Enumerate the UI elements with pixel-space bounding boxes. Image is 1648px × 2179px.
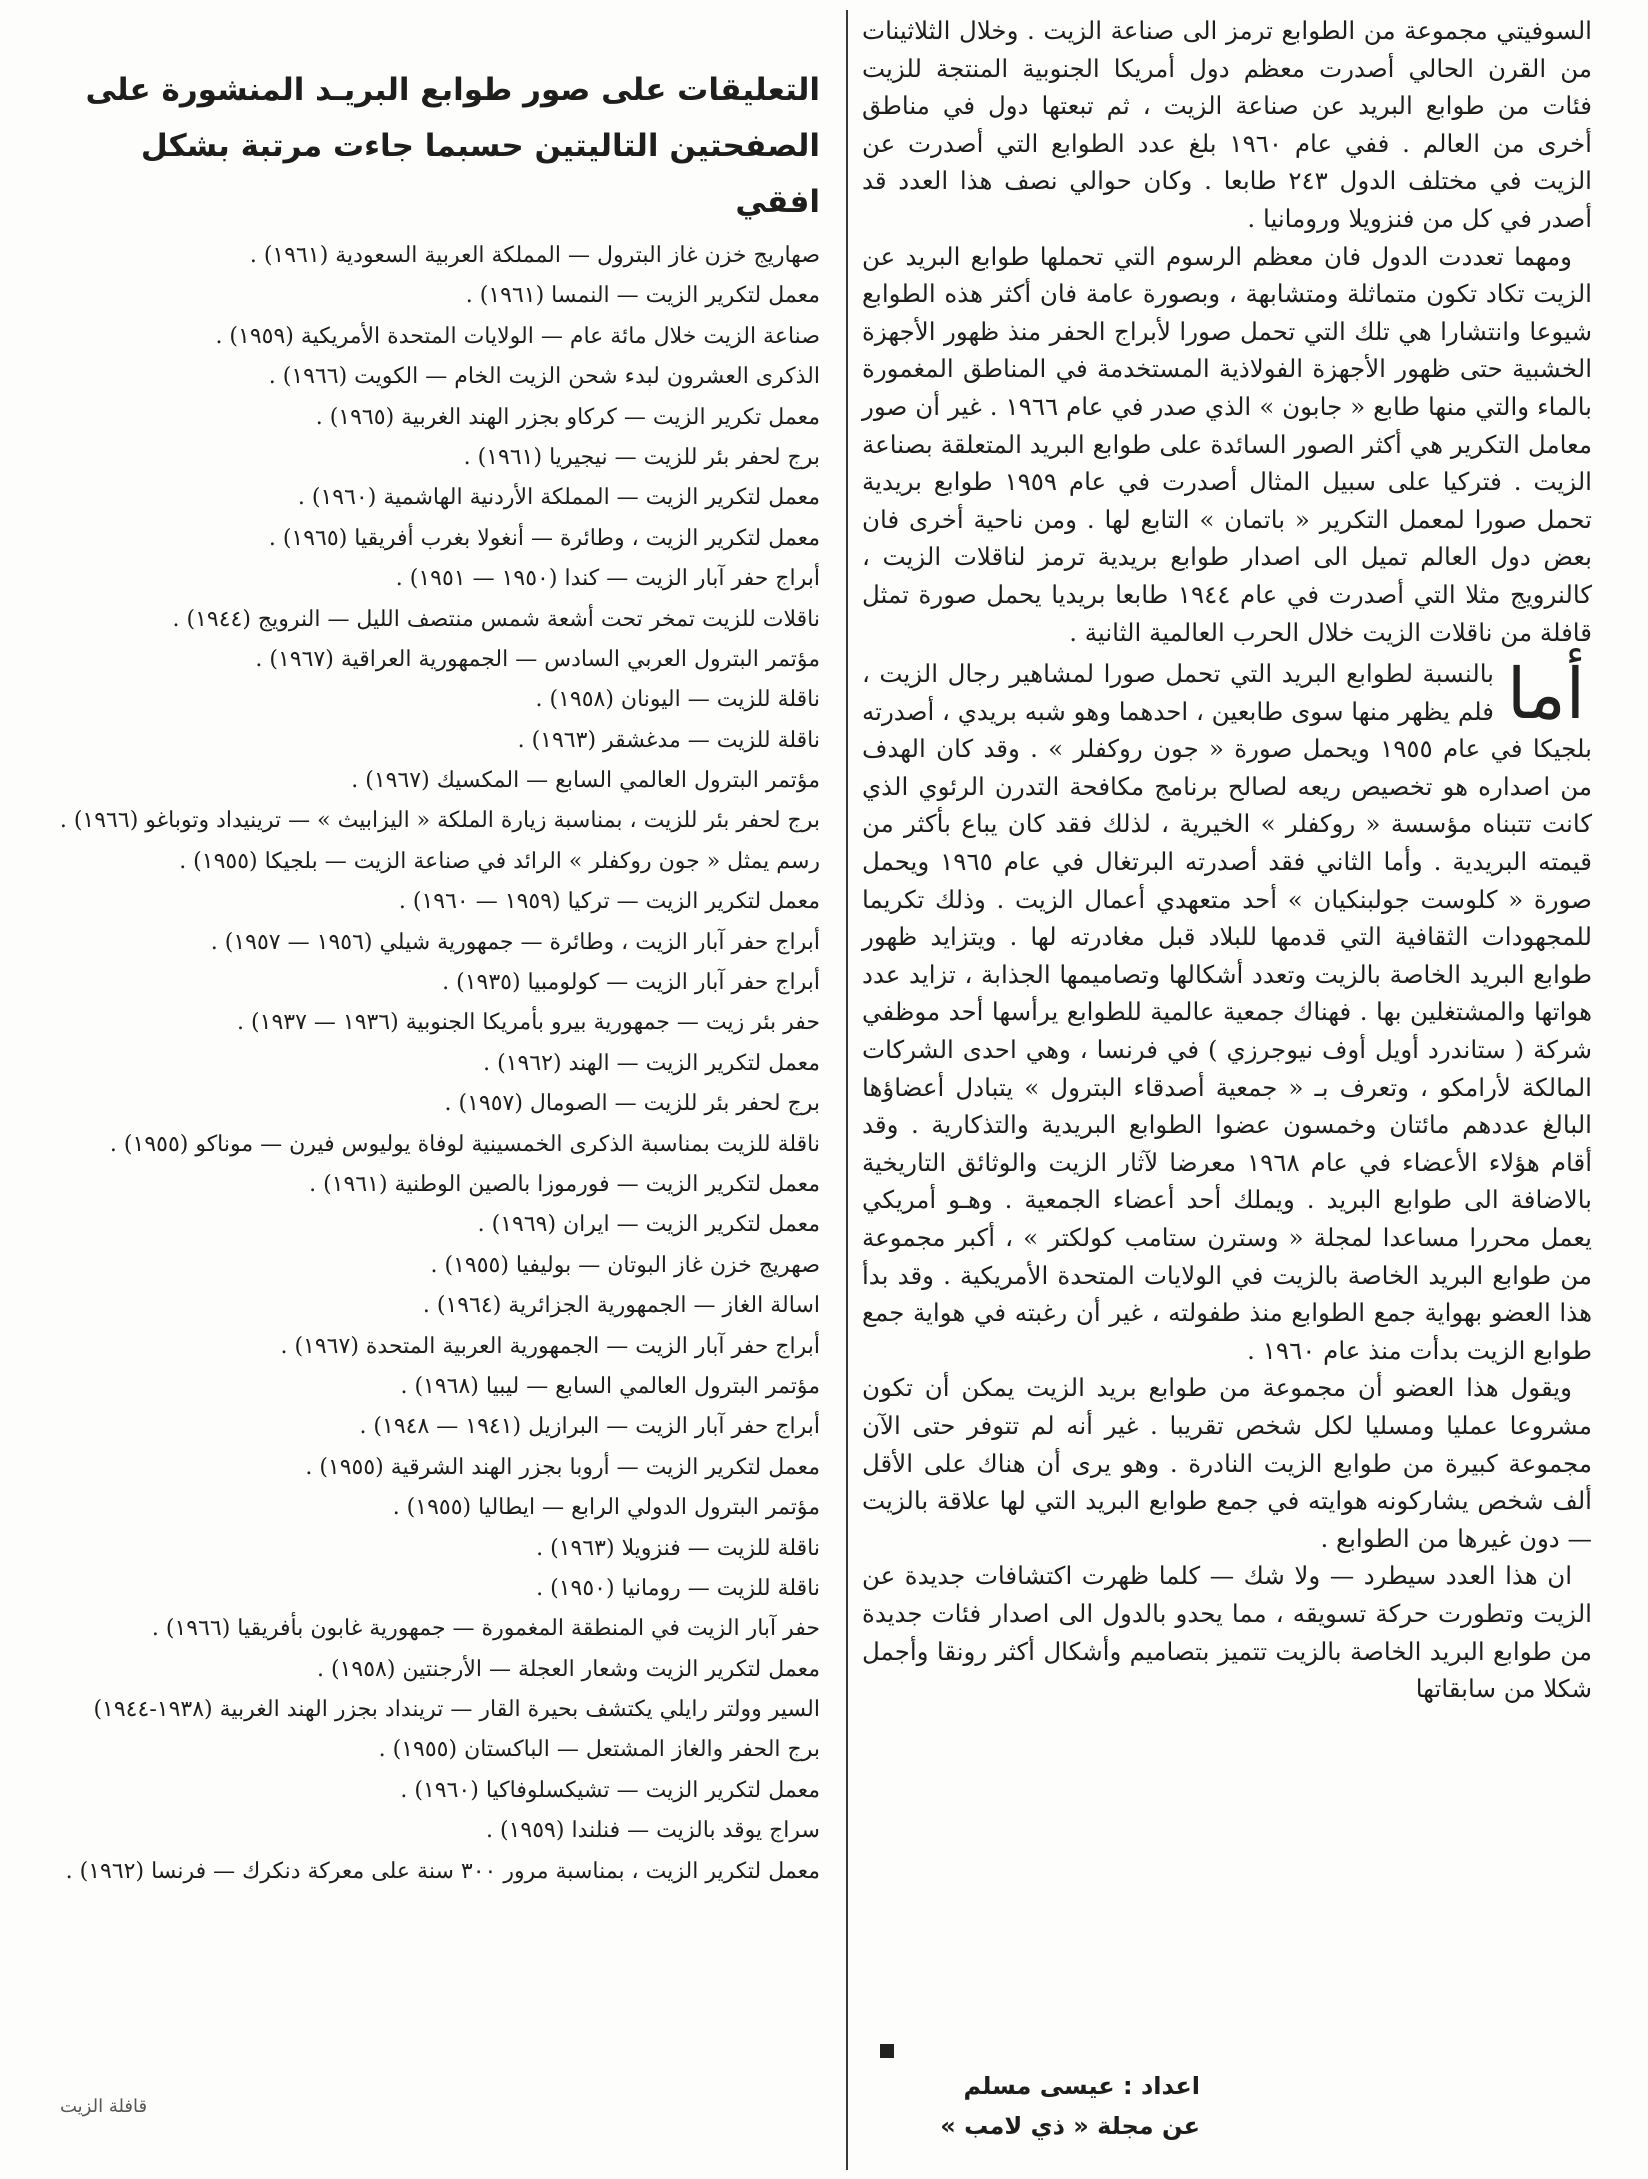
page-footer-label: قافلة الزيت — [60, 2096, 148, 2117]
caption-item: صناعة الزيت خلال مائة عام — الولايات المتحدة الأمريكية (١٩٥٩) . — [215, 323, 820, 349]
caption-item: معمل لتكرير الزيت — الهند (١٩٦٢) . — [483, 1050, 820, 1076]
captions-heading-line: الصفحتين التاليتين حسبما جاءت مرتبة بشكل افقي — [140, 128, 820, 220]
caption-item: ناقلات للزيت تمخر تحت أشعة شمس منتصف الليل — النرويج (١٩٤٤) . — [172, 606, 820, 632]
caption-item: حفر آبار الزيت في المنطقة المغمورة — جمهورية غابون بأفريقيا (١٩٦٦) . — [151, 1616, 820, 1642]
caption-item: رسم يمثل « جون روكفلر » الرائد في صناعة الزيت — بلجيكا (١٩٥٥) . — [179, 848, 820, 874]
caption-item: معمل لتكرير الزيت وشعار العجلة — الأرجنتين (١٩٥٨) . — [317, 1656, 820, 1682]
caption-item: حفر بئر زيت — جمهورية بيرو بأمريكا الجنوبية (١٩٣٦ — ١٩٣٧) . — [237, 1010, 820, 1036]
caption-item: ناقلة للزيت — رومانيا (١٩٥٠) . — [536, 1575, 820, 1601]
captions-heading-line: التعليقات على صور طوابع البريـد المنشورة على — [85, 72, 820, 108]
caption-item: معمل لتكرير الزيت — أروبا بجزر الهند الشرقية (١٩٥٥) . — [305, 1454, 820, 1480]
caption-list — [60, 236, 820, 1892]
caption-item: صهريج خزن غاز البوتان — بوليفيا (١٩٥٥) . — [430, 1252, 820, 1278]
caption-item: معمل لتكرير الزيت — تشيكسلوفاكيا (١٩٦٠) . — [400, 1777, 820, 1803]
end-of-article-mark — [880, 2044, 894, 2058]
caption-item: مؤتمر البترول العربي السادس — الجمهورية العراقية (١٩٦٧) . — [255, 646, 820, 672]
caption-item: سراج يوقد بالزيت — فنلندا (١٩٥٩) . — [486, 1818, 820, 1844]
caption-item: معمل لتكرير الزيت ، بمناسبة مرور ٣٠٠ سنة على معركة دنكرك — فرنسا (١٩٦٢) . — [65, 1858, 820, 1884]
caption-item: مؤتمر البترول العالمي السابع — المكسيك (١٩٦٧) . — [351, 768, 820, 794]
caption-item: ناقلة للزيت — فنزويلا (١٩٦٣) . — [536, 1535, 820, 1561]
caption-item: أبراج حفر آبار الزيت — البرازيل (١٩٤١ — ١٩٤٨) . — [359, 1414, 820, 1440]
source-credit: عن مجلة « ذي لامب » — [940, 2112, 1200, 2140]
caption-item: معمل تكرير الزيت — كركاو بجزر الهند الغربية (١٩٦٥) . — [315, 404, 820, 430]
caption-item: أبراج حفر آبار الزيت ، وطائرة — جمهورية شيلي (١٩٥٦ — ١٩٥٧) . — [210, 929, 820, 955]
caption-item: أبراج حفر آبار الزيت — كندا (١٩٥٠ — ١٩٥١) . — [395, 566, 820, 592]
article-paragraph: ان هذا العدد سيطرد — ولا شك — كلما ظهرت اكتشافات جديدة عن الزيت وتطورت حركة تسويقه ، مما يحدو بالدول الى اصدار فئات جديدة من طوابع البريد الخاصة بالزيت تتميز بتصاميم وأشكال أكثر رونقا وأجمل شكلا من سابقاتها — [862, 1561, 1592, 1704]
caption-item: أبراج حفر آبار الزيت — كولومبيا (١٩٣٥) . — [442, 970, 820, 996]
caption-item: برج الحفر والغاز المشتعل — الباكستان (١٩٥٥) . — [378, 1737, 820, 1763]
caption-item: معمل لتكرير الزيت — تركيا (١٩٥٩ — ١٩٦٠) . — [398, 889, 820, 915]
caption-item: برج لحفر بئر للزيت ، بمناسبة زيارة الملكة « اليزابيث » — ترينيداد وتوباغو (١٩٦٦) . — [60, 808, 820, 834]
caption-item: مؤتمر البترول الدولي الرابع — ايطاليا (١٩٥٥) . — [392, 1495, 820, 1521]
dropcap-paragraph-text: بالنسبة لطوابع البريد التي تحمل صورا لمشاهير رجال الزيت ، فلم يظهر منها سوى طابعين ، احدهما وهو شبه بريدي ، أصدرته بلجيكا في عام ١٩٥٥ ويحمل صورة « جون روكفلر » . وقد كان الهدف من اصداره هو تخصيص ريعه لصالح برنامج مكافحة التدرن الرئوي الذي كانت تتبناه مؤسسة « روكفلر » الخيرية ، لذلك فقد كان يباع بأكثر من قيمته البريدية . وأما الثاني فقد أصدرته البرتغال في عام ١٩٦٥ ويحمل صورة « كلوست جولبنكيان » أحد متعهدي أعمال الزيت . وذلك تكريما للمجهودات الثقافية التي قدمها للبلاد قبل مغادرته لها . ويتزايد ظهور طوابع البريد الخاصة بالزيت وتعدد أشكالها وتصاميمها الجذابة ، تزايد عدد هواتها والمشتغلين بها . فهناك جمعية عالمية للطوابع يرأسها أحد موظفي شركة ( ستاندرد أويل أوف نيوجرزي ) في فرنسا ، وهي احدى الشركات المالكة لأرامكو ، وتعرف بـ « جمعية أصدقاء البترول » يتبادل أعضاؤها البالغ عددهم مائتان وخمسون عضوا الطوابع البريدية والتذكارية . وقد أقام هؤلاء الأعضاء في عام ١٩٦٨ معرضا لآثار الزيت والوثائق التاريخية بالاضافة الى طوابع البريد . ويملك أحد أعضاء الجمعية . وهـو أمريكي يعمل محررا مساعدا لمجلة « وسترن ستامب كولكتر » ، أكبر مجموعة من طوابع البريد الخاصة بالزيت في الولايات المتحدة الأمريكية . وقد بدأ هذا العضو بهواية جمع الطوابع منذ طفولته ، غير أن رغبته في هواية جمع طوابع الزيت بدأت منذ عام ١٩٦٠ . — [862, 659, 1592, 1365]
article-paragraph: ويقول هذا العضو أن مجموعة من طوابع بريد الزيت يمكن أن تكون مشروعا عمليا ومسليا لكل شخص تقريبا . غير أنه لم تتوفر حتى الآن مجموعة كبيرة من طوابع الزيت النادرة . وهو يرى أن هناك على الأقل ألف شخص يشاركونه هوايته في جمع طوابع البريد التي لها علاقة بالزيت — دون غيرها من الطوابع . — [862, 1373, 1592, 1553]
caption-item: برج لحفر بئر للزيت — نيجيريا (١٩٦١) . — [463, 444, 820, 470]
caption-item: معمل لتكرير الزيت ، وطائرة — أنغولا بغرب أفريقيا (١٩٦٥) . — [268, 525, 820, 551]
caption-item: معمل لتكرير الزيت — ايران (١٩٦٩) . — [477, 1212, 820, 1238]
article-column — [862, 12, 1592, 1708]
article-signature — [880, 2066, 1200, 2146]
author-credit: اعداد : عيسى مسلم — [963, 2072, 1200, 2100]
caption-item: الذكرى العشرون لبدء شحن الزيت الخام — الكويت (١٩٦٦) . — [268, 364, 820, 390]
caption-item: برج لحفر بئر للزيت — الصومال (١٩٥٧) . — [444, 1091, 820, 1117]
caption-item: ناقلة للزيت — اليونان (١٩٥٨) . — [535, 687, 820, 713]
caption-item: أبراج حفر آبار الزيت — الجمهورية العربية المتحدة (١٩٦٧) . — [280, 1333, 820, 1359]
article-paragraph: السوفيتي مجموعة من الطوابع ترمز الى صناعة الزيت . وخلال الثلاثينات من القرن الحالي أصدرت معظم دول أمريكا الجنوبية المنتجة للزيت فئات من طوابع البريد عن صناعة الزيت ، ثم تبعتها دول في مناطق أخرى من العالم . ففي عام ١٩٦٠ بلغ عدد الطوابع التي أصدرت عن الزيت في مختلف الدول ٢٤٣ طابعا . وكان حوالي نصف هذا العدد قد أصدر في كل من فنزويلا ورومانيا . — [862, 16, 1592, 233]
caption-item: اسالة الغاز — الجمهورية الجزائرية (١٩٦٤) . — [422, 1293, 820, 1319]
column-divider — [846, 10, 848, 2170]
article-paragraph-dropcap — [862, 655, 1592, 1369]
caption-item: مؤتمر البترول العالمي السابع — ليبيا (١٩٦٨) . — [400, 1373, 820, 1399]
caption-item: معمل لتكرير الزيت — فورموزا بالصين الوطنية (١٩٦١) . — [309, 1171, 820, 1197]
caption-item: معمل لتكرير الزيت — المملكة الأردنية الهاشمية (١٩٦٠) . — [297, 485, 820, 511]
caption-item: ناقلة للزيت — مدغشقر (١٩٦٣) . — [517, 727, 820, 753]
captions-heading — [60, 62, 820, 230]
caption-item: السير وولتر رايلي يكتشف بحيرة القار — ترينداد بجزر الهند الغربية (١٩٣٨-١٩٤٤) — [93, 1697, 820, 1723]
caption-item: معمل لتكرير الزيت — النمسا (١٩٦١) . — [465, 283, 820, 309]
captions-column — [60, 62, 820, 1892]
caption-item: ناقلة للزيت بمناسبة الذكرى الخمسينية لوفاة يوليوس فيرن — موناكو (١٩٥٥) . — [109, 1131, 820, 1157]
dropcap-letter: أما — [1506, 653, 1586, 736]
caption-item: صهاريج خزن غاز البترول — المملكة العربية السعودية (١٩٦١) . — [249, 243, 820, 268]
article-paragraph: ومهما تعددت الدول فان معظم الرسوم التي تحملها طوابع البريد عن الزيت تكاد تكون متماثلة ومتشابهة ، وبصورة عامة فان أكثر هذه الطوابع شيوعا وانتشارا هي تلك التي تحمل صورا لأبراج الحفر منذ ظهور الأجهزة الخشبية حتى ظهور الأجهزة الفولاذية المستخدمة في المناطق المغمورة بالماء والتي منها طابع « جابون » الذي صدر في عام ١٩٦٦ . غير أن صور معامل التكرير هي أكثر الصور السائدة على طوابع البريد المتعلقة بصناعة الزيت . فتركيا على سبيل المثال أصدرت في عام ١٩٥٩ طوابع بريدية تحمل صورا لمعمل التكرير « باتمان » التابع لها . ومن ناحية أخرى فان بعض دول العالم تميل الى اصدار طوابع بريدية ترمز لناقلات الزيت ، كالنرويج مثلا التي أصدرت في عام ١٩٤٤ طابعا بريديا يحمل صورة تمثل قافلة من ناقلات الزيت خلال الحرب العالمية الثانية . — [862, 241, 1592, 647]
